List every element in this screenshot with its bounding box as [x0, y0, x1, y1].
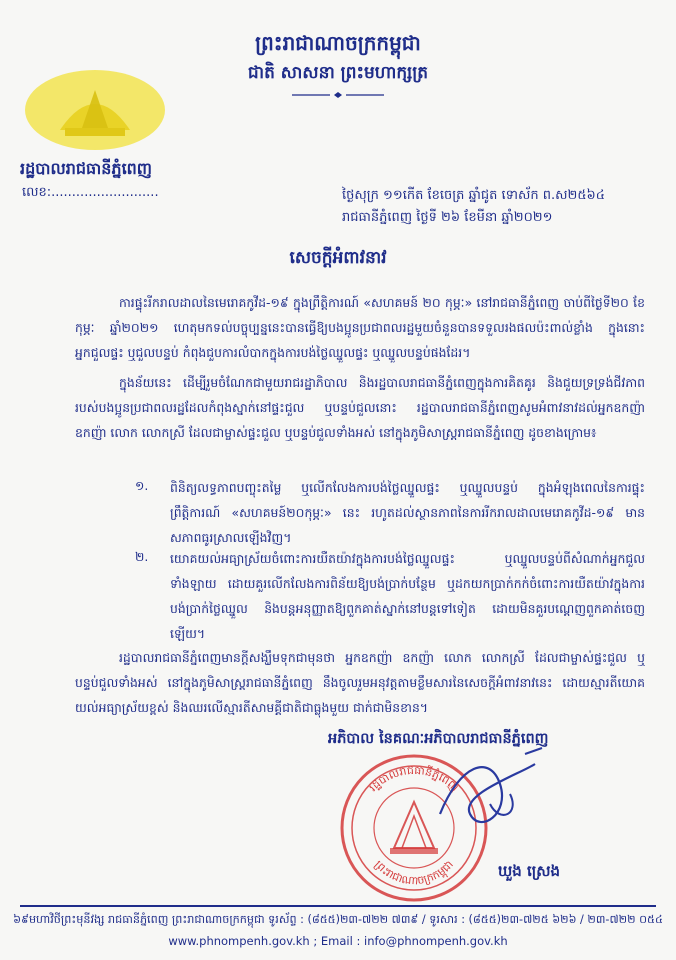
office-name: រដ្ឋបាលរាជធានីភ្នំពេញ	[20, 159, 153, 178]
paragraph-1: ការផ្ទុះរីករាលដាលនៃមេរោគកូវីដ-១៩ ក្នុងព្រឹត្តិការណ៍ «សហគមន៍ ២០ កុម្ភៈ» នៅរាជធានីភ្នំពេញ ចាប់ពីថ្ងៃទី២០ ខែកុម្ភៈ ឆ្នាំ២០២១ ហេតុមកទល់បច្ចុប្បន្ននេះបានធ្វើឱ្យបងប្អូនប្រជាពលរដ្ឋមួយចំនួនបានទទួលរងផលប៉ះពាល់ខ្លាំង ក្នុងនោះអ្នកជួលផ្ទះ ឬជួលបន្ទប់ កំពុងជួបការលំបាកក្នុងការបង់ថ្លៃឈ្នួលផ្ទះ ឬឈ្នួលបន្ទប់ផងដែរ។	[75, 295, 645, 360]
reference-number: លេខ:..........................	[22, 185, 159, 200]
footer-contact	[0, 934, 676, 948]
website-link[interactable]: www.phnompenh.gov.kh	[168, 934, 310, 948]
email-label: ; Email :	[313, 934, 361, 948]
national-motto: ជាតិ សាសនា ព្រះមហាក្សត្រ	[247, 63, 429, 83]
signatory-title: អភិបាល នៃគណៈអភិបាលរាជធានីភ្នំពេញ	[328, 731, 549, 747]
lunar-date: ថ្ងៃសុក្រ ១១កើត ខែចេត្រ ឆ្នាំជូត ទោស័ក ព.ស២៥៦៤	[342, 188, 605, 203]
signatory-name: ឃួង ស្រេង	[498, 862, 561, 880]
seal-bottom-text: ព្រះរាជាណាចក្រកម្ពុជា	[371, 857, 456, 888]
kingdom-heading: ព្រះរាជាណាចក្រកម្ពុជា	[255, 31, 421, 55]
handwritten-signature	[430, 744, 550, 844]
paragraph-2: ក្នុងន័យនេះ ដើម្បីរួមចំណែកជាមួយរាជរដ្ឋាភិបាល និងរដ្ឋបាលរាជធានីភ្នំពេញក្នុងការគិតគូរ និងជួយទ្រទ្រង់ជីវភាពរបស់បងប្អូនប្រជាពលរដ្ឋដែលកំពុងស្នាក់នៅផ្ទះជួល ឬបន្ទប់ជួលនោះ រដ្ឋបាលរាជធានីភ្នំពេញសូមអំពាវនាវដល់អ្នកឧកញ៉ា ឧកញ៉ា លោក លោកស្រី ដែលជាម្ចាស់ផ្ទះជួល ឬបន្ទប់ជួលទាំងអស់ នៅក្នុងភូមិសាស្ត្ររាជធានីភ្នំពេញ ដូចខាងក្រោម៖	[75, 375, 645, 440]
solar-date: រាជធានីភ្នំពេញ ថ្ងៃទី ២៦ ខែមីនា ឆ្នាំ២០២១	[342, 210, 553, 225]
closing-paragraph: រដ្ឋបាលរាជធានីភ្នំពេញមានក្តីសង្ឃឹមទុកជាមុនថា អ្នកឧកញ៉ា ឧកញ៉ា លោក លោកស្រី ដែលជាម្ចាស់ផ្ទះជួល ឬបន្ទប់ជួលទាំងអស់ នៅក្នុងភូមិសាស្ត្ររាជធានីភ្នំពេញ នឹងចូលរួមអនុវត្តតាមខ្លឹមសារនៃសេចក្តីអំពាវនាវនេះ ដោយស្មារតីយោគយល់អធ្យាស្រ័យខ្ពស់ និងឈរលើស្មារតីសាមគ្គីជាតិជាធ្លុងមួយ ជាក់ជាមិនខាន។	[75, 650, 645, 715]
list-item-1: ពិនិត្យលទ្ធភាពបញ្ចុះតម្លៃ ឬលើកលែងការបង់ថ្លៃឈ្នួលផ្ទះ ឬឈ្នួលបន្ទប់ ក្នុងអំឡុងពេលនៃការផ្ទុះព្រឹត្តិការណ៍ «សហគមន៍២០កុម្ភៈ» នេះ រហូតដល់ស្ថានភាពនៃការរីករាលដាលមេរោគកូវីដ-១៩ មានសភាពធូរស្រាលឡើងវិញ។	[170, 480, 645, 545]
email-link[interactable]: info@phnompenh.gov.kh	[364, 934, 508, 948]
emblem-logo	[20, 68, 170, 152]
list-item-2: យោគយល់អធ្យាស្រ័យចំពោះការយឺតយ៉ាវក្នុងការបង់ថ្លៃឈ្នួលផ្ទះ ឬឈ្នួលបន្ទប់ពីសំណាក់អ្នកជួលទាំងឡាយ ដោយគួរលើកលែងការពិន័យឱ្យបង់ប្រាក់បន្ថែម ឬដកយកប្រាក់កក់ចំពោះការយឺតយ៉ាវក្នុងការបង់ប្រាក់ថ្លៃឈ្នួល និងបន្តអនុញ្ញាតឱ្យពួកគាត់ស្នាក់នៅបន្តទៅទៀត ដោយមិនគួរបណ្តេញពួកគាត់ចេញឡើយ។	[170, 551, 645, 641]
seal-top-text: រដ្ឋបាលរាជធានីភ្នំពេញ	[366, 763, 462, 795]
item-number-2: ២.	[135, 549, 149, 564]
footer-address: ៦៩មហាវិថីព្រះមុនីវង្ស រាជធានីភ្នំពេញ ព្រះរាជាណាចក្រកម្ពុជា ទូរស័ព្ទ : (៨៥៥)២៣-៧២២ ៧៣៩ / ទូរសារ : (៨៥៥)២៣-៧២៥ ៦២៦ / ២៣-៧២២ ០៥៤	[13, 913, 663, 926]
document-title: សេចក្តីអំពាវនាវ	[289, 248, 387, 268]
item-number-1: ១.	[135, 478, 149, 493]
footer-divider	[20, 905, 656, 907]
motto-ornament	[292, 92, 384, 98]
